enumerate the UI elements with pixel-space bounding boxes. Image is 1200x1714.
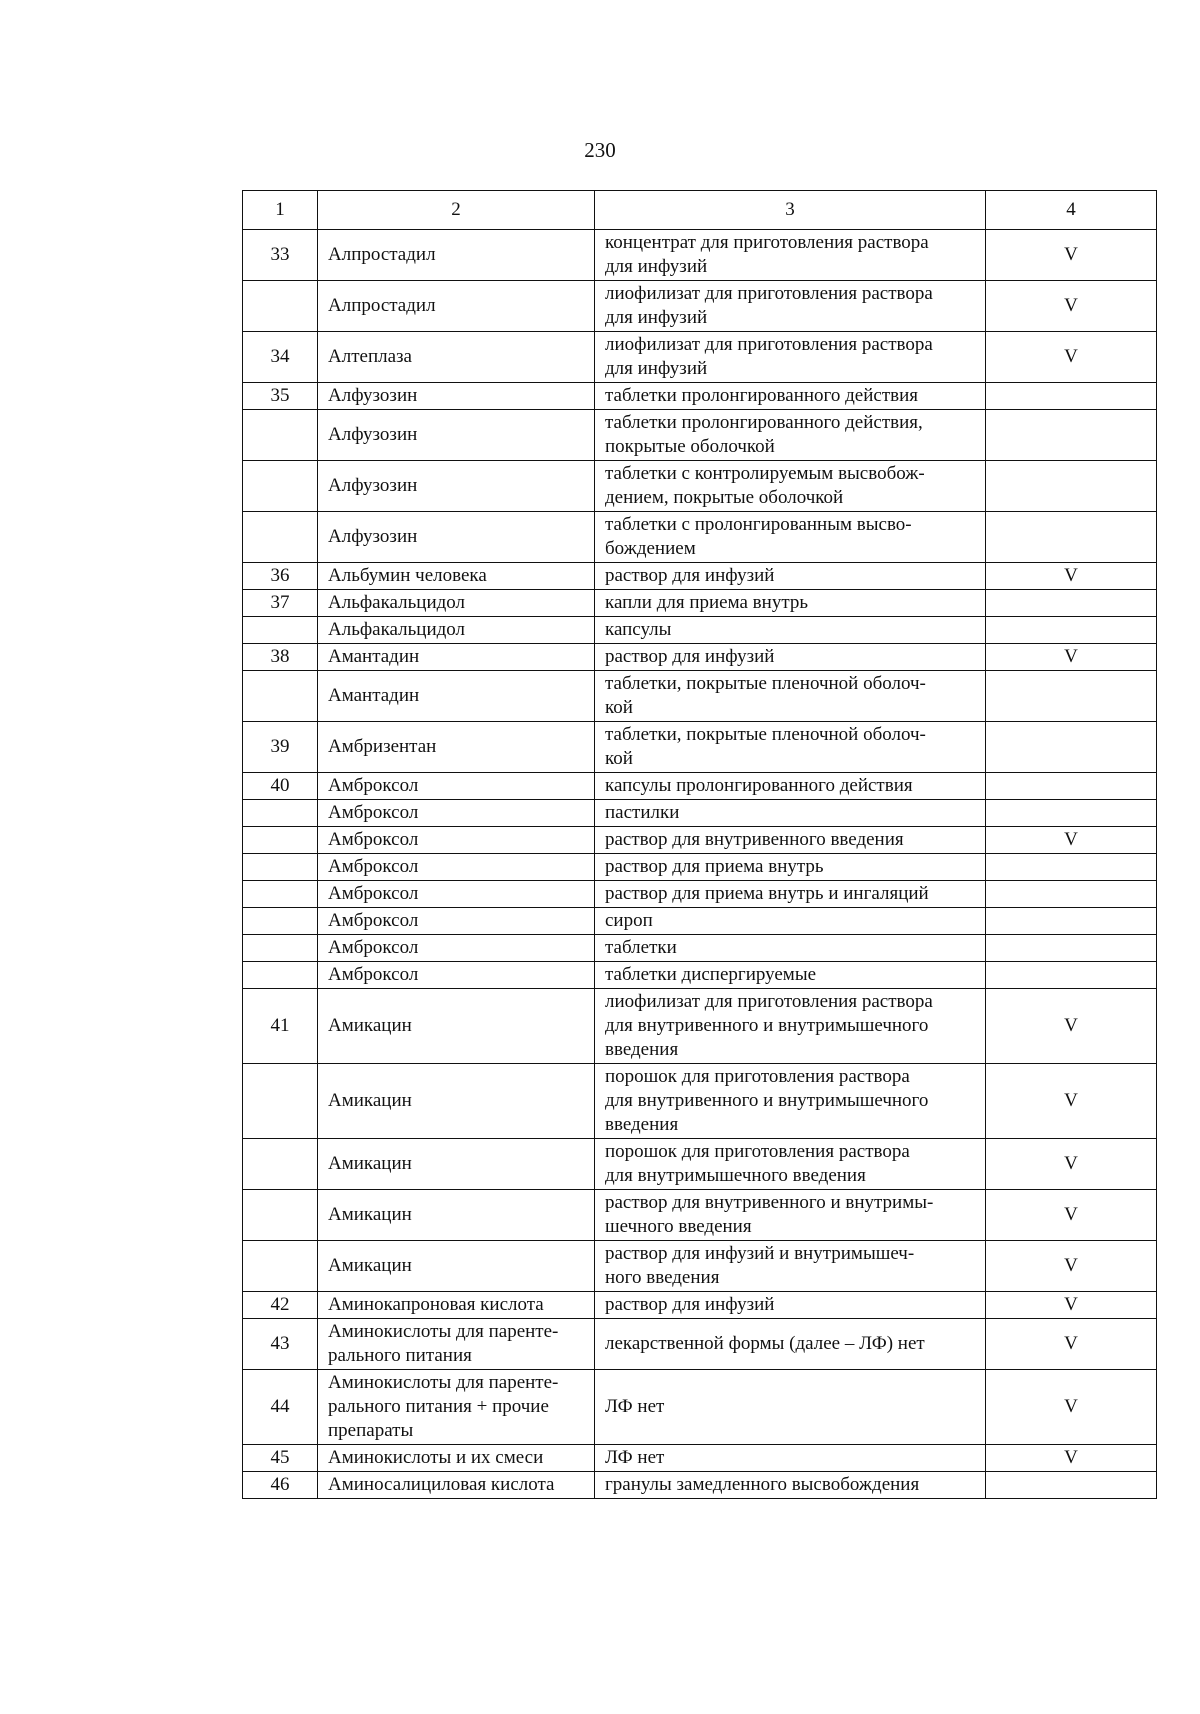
- drug-name-cell: Амикацин: [328, 1255, 412, 1276]
- dosage-form-cell: лекарственной формы (далее – ЛФ) нет: [605, 1333, 925, 1354]
- drug-name-cell: Амикацин: [328, 1153, 412, 1174]
- mark-cell: V: [1064, 1090, 1078, 1111]
- drug-name-cell: Амброксол: [328, 883, 419, 904]
- mark-cell: V: [1064, 295, 1078, 316]
- drug-table: [242, 190, 1157, 1499]
- drug-name-cell: Амикацин: [328, 1204, 412, 1225]
- drug-name-cell: Аминокислоты для паренте- рального питания + прочие препараты: [328, 1372, 559, 1441]
- drug-name-cell: Алтеплаза: [328, 346, 412, 367]
- table-row: [243, 617, 1157, 644]
- table-row: [243, 908, 1157, 935]
- header-col-4: 4: [986, 191, 1157, 230]
- mark-cell: V: [1064, 1153, 1078, 1174]
- drug-name-cell: Альфакальцидол: [328, 592, 466, 613]
- drug-name-cell: Амброксол: [328, 910, 419, 931]
- drug-name-cell: Амантадин: [328, 646, 420, 667]
- dosage-form-cell: капсулы: [605, 619, 672, 640]
- table-row: [243, 1370, 1157, 1445]
- table-row: [243, 383, 1157, 410]
- table-row: [243, 881, 1157, 908]
- dosage-form-cell: ЛФ нет: [605, 1396, 665, 1417]
- drug-name-cell: Алфузозин: [328, 385, 418, 406]
- mark-cell: V: [1064, 1396, 1078, 1417]
- dosage-form-cell: капли для приема внутрь: [605, 592, 809, 613]
- drug-name-cell: Амантадин: [328, 685, 420, 706]
- table-row: [243, 671, 1157, 722]
- drug-name-cell: Амброксол: [328, 775, 419, 796]
- table-row: [243, 854, 1157, 881]
- dosage-form-cell: таблетки с контролируемым высвобож- дением, покрытые оболочкой: [605, 463, 925, 508]
- mark-cell: V: [1064, 1447, 1078, 1468]
- dosage-form-cell: сироп: [605, 910, 653, 931]
- dosage-form-cell: таблетки: [605, 937, 677, 958]
- dosage-form-cell: таблетки с пролонгированным высво- бождением: [605, 514, 912, 559]
- table-row: [243, 827, 1157, 854]
- table-body: [243, 230, 1157, 1499]
- dosage-form-cell: ЛФ нет: [605, 1447, 665, 1468]
- dosage-form-cell: раствор для приема внутрь: [605, 856, 824, 877]
- mark-cell: V: [1064, 244, 1078, 265]
- drug-name-cell: Алфузозин: [328, 424, 418, 445]
- mark-cell: V: [1064, 1333, 1078, 1354]
- mark-cell: V: [1064, 1204, 1078, 1225]
- drug-name-cell: Алпростадил: [328, 244, 436, 265]
- table-row: [243, 1064, 1157, 1139]
- dosage-form-cell: концентрат для приготовления раствора для инфузий: [605, 232, 929, 277]
- drug-name-cell: Амброксол: [328, 937, 419, 958]
- dosage-form-cell: порошок для приготовления раствора для внутримышечного введения: [605, 1141, 910, 1186]
- dosage-form-cell: лиофилизат для приготовления раствора для внутривенного и внутримышечного введения: [605, 991, 933, 1060]
- row-number-cell: 46: [270, 1474, 290, 1495]
- table-row: [243, 935, 1157, 962]
- row-number-cell: 34: [270, 346, 290, 367]
- dosage-form-cell: раствор для приема внутрь и ингаляций: [605, 883, 929, 904]
- header-col-3: 3: [595, 191, 986, 230]
- mark-cell: V: [1064, 646, 1078, 667]
- drug-name-cell: Алфузозин: [328, 475, 418, 496]
- header-col-1: 1: [243, 191, 318, 230]
- table-row: [243, 989, 1157, 1064]
- dosage-form-cell: лиофилизат для приготовления раствора для инфузий: [605, 283, 933, 328]
- table-row: [243, 410, 1157, 461]
- row-number-cell: 41: [270, 1015, 290, 1036]
- drug-name-cell: Альбумин человека: [328, 565, 487, 586]
- dosage-form-cell: порошок для приготовления раствора для внутривенного и внутримышечного введения: [605, 1066, 929, 1135]
- dosage-form-cell: пастилки: [605, 802, 680, 823]
- mark-cell: V: [1064, 1015, 1078, 1036]
- drug-name-cell: Амброксол: [328, 802, 419, 823]
- mark-cell: V: [1064, 1294, 1078, 1315]
- table-row: [243, 1292, 1157, 1319]
- table-row: [243, 1241, 1157, 1292]
- table-row: [243, 461, 1157, 512]
- drug-name-cell: Алпростадил: [328, 295, 436, 316]
- header-col-2: 2: [318, 191, 595, 230]
- drug-name-cell: Амброксол: [328, 829, 419, 850]
- drug-name-cell: Алфузозин: [328, 526, 418, 547]
- table-row: [243, 800, 1157, 827]
- dosage-form-cell: раствор для инфузий: [605, 646, 775, 667]
- row-number-cell: 36: [270, 565, 290, 586]
- drug-name-cell: Амбризентан: [328, 736, 437, 757]
- mark-cell: V: [1064, 565, 1078, 586]
- table-row: [243, 962, 1157, 989]
- mark-cell: V: [1064, 1255, 1078, 1276]
- table-row: [243, 563, 1157, 590]
- dosage-form-cell: таблетки, покрытые пленочной оболоч- кой: [605, 724, 926, 769]
- row-number-cell: 39: [270, 736, 290, 757]
- table-header-row: [243, 191, 1157, 230]
- dosage-form-cell: гранулы замедленного высвобождения: [605, 1474, 920, 1495]
- drug-name-cell: Амикацин: [328, 1090, 412, 1111]
- dosage-form-cell: таблетки диспергируемые: [605, 964, 817, 985]
- table-row: [243, 230, 1157, 281]
- dosage-form-cell: раствор для инфузий: [605, 565, 775, 586]
- dosage-form-cell: таблетки пролонгированного действия, покрытые оболочкой: [605, 412, 923, 457]
- drug-name-cell: Аминокапроновая кислота: [328, 1294, 544, 1315]
- row-number-cell: 38: [270, 646, 290, 667]
- row-number-cell: 33: [270, 244, 290, 265]
- drug-name-cell: Аминокислоты для паренте- рального питания: [328, 1321, 559, 1366]
- dosage-form-cell: раствор для инфузий и внутримышеч- ного введения: [605, 1243, 915, 1288]
- dosage-form-cell: раствор для внутривенного введения: [605, 829, 904, 850]
- table-row: [243, 1139, 1157, 1190]
- dosage-form-cell: таблетки, покрытые пленочной оболоч- кой: [605, 673, 926, 718]
- mark-cell: V: [1064, 346, 1078, 367]
- dosage-form-cell: лиофилизат для приготовления раствора для инфузий: [605, 334, 933, 379]
- row-number-cell: 45: [270, 1447, 290, 1468]
- table-row: [243, 590, 1157, 617]
- drug-name-cell: Аминокислоты и их смеси: [328, 1447, 544, 1468]
- table-row: [243, 281, 1157, 332]
- drug-name-cell: Амброксол: [328, 964, 419, 985]
- table-row: [243, 722, 1157, 773]
- row-number-cell: 37: [270, 592, 290, 613]
- table-row: [243, 512, 1157, 563]
- row-number-cell: 42: [270, 1294, 290, 1315]
- table-row: [243, 1319, 1157, 1370]
- table-row: [243, 1190, 1157, 1241]
- table-row: [243, 773, 1157, 800]
- table-row: [243, 644, 1157, 671]
- row-number-cell: 44: [270, 1396, 290, 1417]
- page-number: 230: [584, 138, 616, 162]
- dosage-form-cell: капсулы пролонгированного действия: [605, 775, 913, 796]
- drug-name-cell: Амброксол: [328, 856, 419, 877]
- drug-name-cell: Амикацин: [328, 1015, 412, 1036]
- dosage-form-cell: таблетки пролонгированного действия: [605, 385, 918, 406]
- drug-name-cell: Альфакальцидол: [328, 619, 466, 640]
- row-number-cell: 35: [270, 385, 290, 406]
- row-number-cell: 43: [270, 1333, 290, 1354]
- dosage-form-cell: раствор для инфузий: [605, 1294, 775, 1315]
- drug-name-cell: Аминосалициловая кислота: [328, 1474, 555, 1495]
- row-number-cell: 40: [270, 775, 290, 796]
- table-row: [243, 332, 1157, 383]
- dosage-form-cell: раствор для внутривенного и внутримы- шечного введения: [605, 1192, 934, 1237]
- table-row: [243, 1472, 1157, 1499]
- table-row: [243, 1445, 1157, 1472]
- mark-cell: V: [1064, 829, 1078, 850]
